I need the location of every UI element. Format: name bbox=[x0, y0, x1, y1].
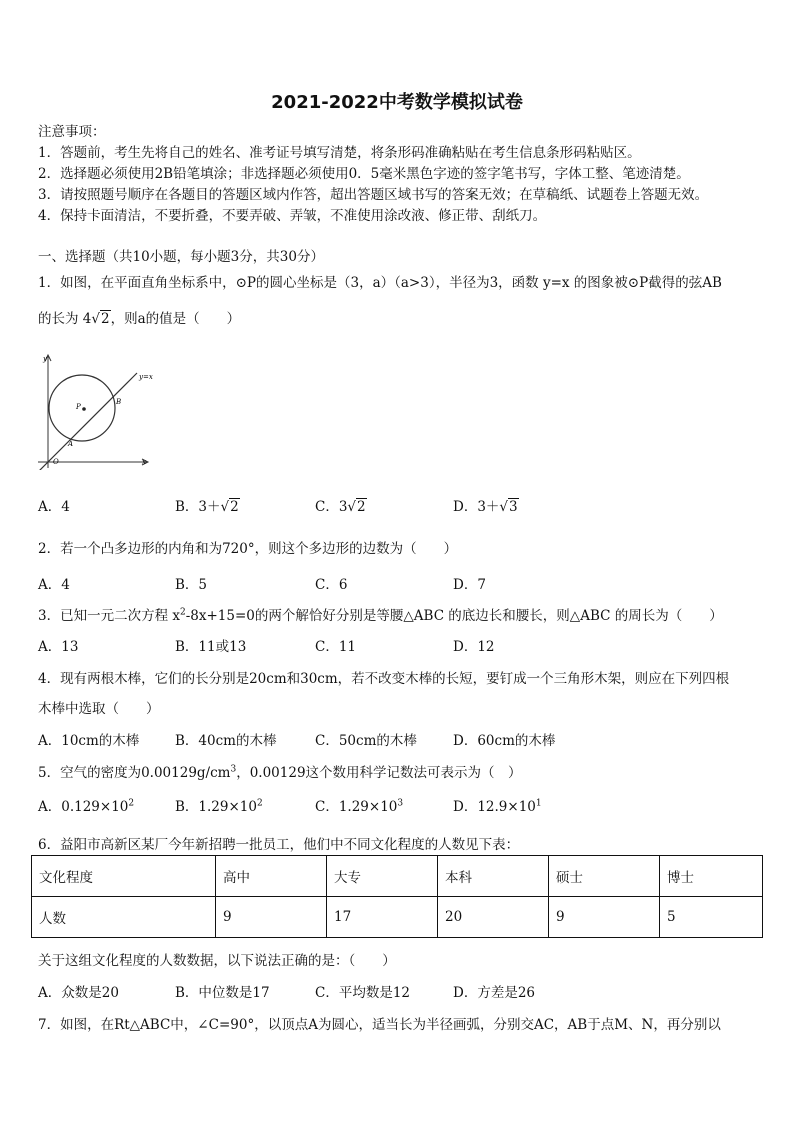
q1-stem-line1: 1．如图，在平面直角坐标系中，⊙P的圆心坐标是（3，a）（a>3），半径为3，函数 y=x 的图象被⊙P截得的弦AB bbox=[38, 275, 722, 291]
q4-option-c: C．50cm的木棒 bbox=[315, 733, 417, 749]
q2-option-b: B．5 bbox=[175, 577, 208, 593]
radicand: 2 bbox=[101, 311, 110, 327]
table-cell: 本科 bbox=[438, 856, 549, 897]
q4-option-a: A．10cm的木棒 bbox=[38, 733, 140, 749]
notice-item: 1．答题前，考生先将自己的姓名、准考证号填写清楚，将条形码准确粘贴在考生信息条形码粘贴区。 bbox=[38, 145, 641, 161]
option-text: A．0.129×10 bbox=[38, 799, 129, 815]
table-cell: 17 bbox=[327, 897, 438, 938]
q3-option-b: B．11或13 bbox=[175, 639, 247, 655]
q3-option-c: C．11 bbox=[315, 639, 357, 655]
q3-option-d: D．12 bbox=[453, 639, 495, 655]
superscript: 2 bbox=[180, 607, 186, 618]
label-y-eq-x: y=x bbox=[139, 373, 153, 381]
q1-option-d bbox=[453, 495, 519, 515]
table-cell: 9 bbox=[216, 897, 327, 938]
q3-stem bbox=[38, 604, 723, 624]
education-table bbox=[31, 855, 763, 938]
label-y: y bbox=[43, 355, 47, 363]
center-point-p bbox=[82, 407, 86, 411]
sqrt-symbol: √2 bbox=[347, 499, 366, 515]
q1-option-b bbox=[175, 495, 240, 515]
radicand: 3 bbox=[509, 499, 518, 515]
table-cell: 博士 bbox=[660, 856, 763, 897]
label-p: P bbox=[76, 403, 81, 411]
q6-option-a: A．众数是20 bbox=[38, 985, 119, 1001]
page-title: 2021-2022中考数学模拟试卷 bbox=[271, 92, 523, 113]
sqrt-symbol: √2 bbox=[91, 311, 110, 327]
notice-heading: 注意事项： bbox=[38, 124, 106, 140]
option-text: D．3＋ bbox=[453, 499, 500, 515]
table-cell: 大专 bbox=[327, 856, 438, 897]
q2-option-c: C．6 bbox=[315, 577, 348, 593]
q4-option-b: B．40cm的木棒 bbox=[175, 733, 277, 749]
q6-option-d: D．方差是26 bbox=[453, 985, 536, 1001]
table-cell: 高中 bbox=[216, 856, 327, 897]
q4-option-d: D．60cm的木棒 bbox=[453, 733, 556, 749]
label-a: A bbox=[68, 440, 74, 448]
q7-stem-line1: 7．如图，在Rt△ABC中，∠C=90°，以顶点A为圆心，适当长为半径画弧，分别交AC，AB于点M、N，再分别以 bbox=[38, 1017, 721, 1033]
q3-text: 3．已知一元二次方程 x bbox=[38, 608, 180, 624]
superscript: 2 bbox=[256, 798, 263, 809]
notice-item: 3．请按照题号顺序在各题目的答题区域内作答，超出答题区域书写的答案无效；在草稿纸、试题卷上答题无效。 bbox=[38, 187, 709, 203]
q6-option-b: B．中位数是17 bbox=[175, 985, 270, 1001]
option-text: C．3 bbox=[315, 499, 348, 515]
table-cell: 9 bbox=[549, 897, 660, 938]
label-x: x bbox=[142, 458, 146, 466]
sqrt-symbol: √3 bbox=[499, 499, 518, 515]
notice-item: 4．保持卡面清洁，不要折叠，不要弄破、弄皱，不准使用涂改液、修正带、刮纸刀。 bbox=[38, 208, 547, 224]
table-header-row bbox=[32, 856, 763, 897]
q2-option-a: A．4 bbox=[38, 577, 70, 593]
q6-stem: 6．益阳市高新区某厂今年新招聘一批员工，他们中不同文化程度的人数见下表： bbox=[38, 837, 520, 853]
q5-option-d bbox=[453, 795, 542, 815]
radicand: 2 bbox=[230, 499, 239, 515]
table-cell: 20 bbox=[438, 897, 549, 938]
superscript: 3 bbox=[397, 798, 404, 809]
q1-coef: 4 bbox=[82, 311, 92, 327]
circle-p bbox=[49, 375, 115, 441]
q3-text: -8x+15=0的两个解恰好分别是等腰△ABC 的底边长和腰长，则△ABC 的周长为（ ） bbox=[185, 608, 723, 624]
q3-option-a: A．13 bbox=[38, 639, 79, 655]
q6-question: 关于这组文化程度的人数数据，以下说法正确的是：（ ） bbox=[38, 953, 396, 969]
q4-stem-line1: 4．现有两根木棒，它们的长分别是20cm和30cm，若不改变木棒的长短，要钉成一个三角形木架，则应在下列四根 bbox=[38, 671, 730, 687]
superscript: 1 bbox=[535, 798, 542, 809]
option-text: B．1.29×10 bbox=[175, 799, 257, 815]
sqrt-symbol: √2 bbox=[220, 499, 239, 515]
table-cell: 人数 bbox=[32, 897, 216, 938]
table-row bbox=[32, 897, 763, 938]
notice-item: 2．选择题必须使用2B铅笔填涂；非选择题必须使用0．5毫米黑色字迹的签字笔书写，字体工整、笔迹清楚。 bbox=[38, 166, 690, 182]
option-text: B．3＋ bbox=[175, 499, 221, 515]
q1-text: ，则a的值是（ ） bbox=[110, 311, 241, 327]
q1-stem-line2 bbox=[38, 307, 240, 327]
superscript: 2 bbox=[128, 798, 135, 809]
q1-text: 的长为 bbox=[38, 311, 79, 327]
q6-option-c: C．平均数是12 bbox=[315, 985, 411, 1001]
radicand: 2 bbox=[357, 499, 366, 515]
option-text: D．12.9×10 bbox=[453, 799, 536, 815]
q2-stem: 2．若一个凸多边形的内角和为720°，则这个多边形的边数为（ ） bbox=[38, 541, 458, 557]
table-cell: 文化程度 bbox=[32, 856, 216, 897]
q5-option-c bbox=[315, 795, 403, 815]
q1-option-c bbox=[315, 495, 367, 515]
q1-option-a: A．4 bbox=[38, 499, 70, 515]
q2-option-d: D．7 bbox=[453, 577, 486, 593]
q5-option-b bbox=[175, 795, 263, 815]
superscript: 3 bbox=[230, 764, 237, 775]
q5-text: 5．空气的密度为0.00129g/cm bbox=[38, 765, 231, 781]
q4-stem-line2: 木棒中选取（ ） bbox=[38, 701, 160, 717]
label-o: O bbox=[53, 458, 59, 466]
q5-text: ，0.00129这个数用科学记数法可表示为（ ） bbox=[236, 765, 522, 781]
line-y-eq-x bbox=[39, 373, 137, 470]
q5-stem bbox=[38, 761, 522, 781]
q1-figure bbox=[36, 350, 156, 470]
table-cell: 5 bbox=[660, 897, 763, 938]
section-heading: 一、选择题（共10小题，每小题3分，共30分） bbox=[38, 249, 324, 265]
label-b: B bbox=[116, 398, 122, 406]
table-cell: 硕士 bbox=[549, 856, 660, 897]
option-text: C．1.29×10 bbox=[315, 799, 398, 815]
q5-option-a bbox=[38, 795, 134, 815]
